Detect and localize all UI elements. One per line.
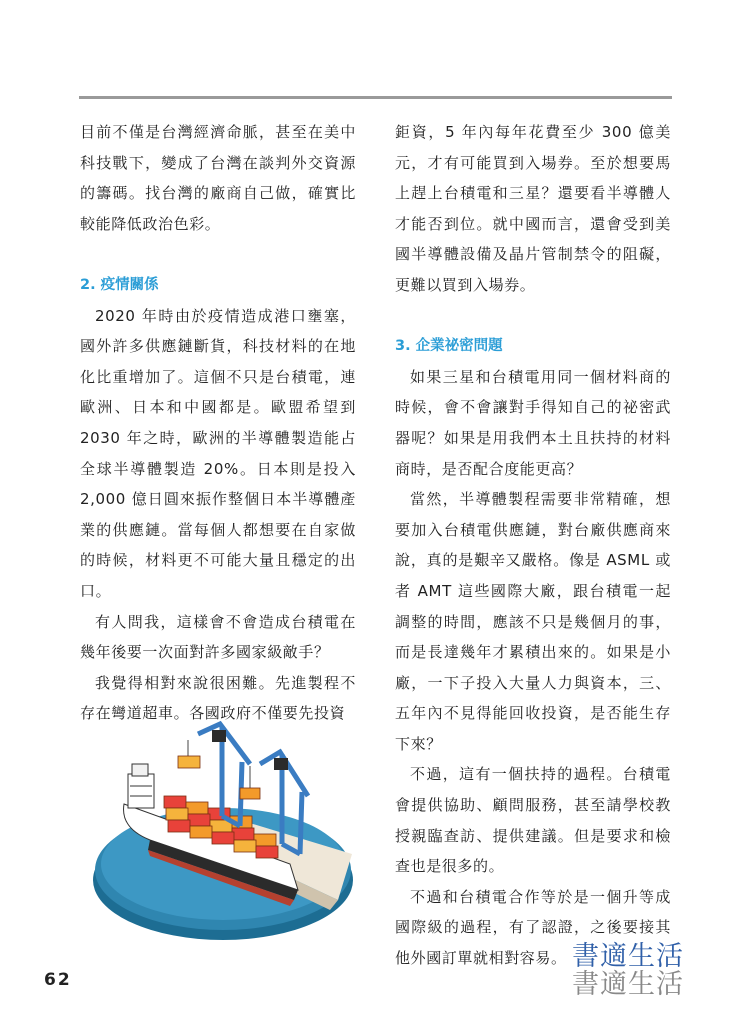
- paragraph-3b: 當然，半導體製程需要非常精確，想要加入台積電供應鏈，對台廠供應商來說，真的是艱辛又嚴格。像是 ASML 或者 AMT 這些國際大廠，跟台積電一起調整的時間，應該不只是幾個月的事，而是長達幾年才累積出來的。如果是小廠，一下子投入大量人力與資本，三、五年內不見得能回收投資，是否能生存下來？: [395, 490, 671, 753]
- page-number: 62: [44, 970, 72, 990]
- left-column: [80, 117, 356, 729]
- paragraph-2b: 有人問我，這樣會不會造成台積電在幾年後要一次面對許多國家級敵手？: [80, 612, 356, 662]
- paragraph-2c: 我覺得相對來說很困難。先進製程不存在彎道超車。各國政府不僅要先投資: [80, 673, 356, 723]
- paragraph-2a: 2020 年時由於疫情造成港口壅塞，國外許多供應鏈斷貨，科技材料的在地化比重增加了。這個不只是台積電，連歐洲、日本和中國都是。歐盟希望到 2030 年之時，歐洲的半導體製造能占全球半導體製造 20%。日本則是投入 2,000 億日圓來振作整個日本半導體產業的供應鏈。當每個人都想要在自家做的時候，材料更不可能大量且穩定的出口。: [80, 306, 356, 600]
- header-rule: [79, 96, 672, 99]
- right-column: [395, 117, 671, 974]
- paragraph-3d: 不過和台積電合作等於是一個升等成國際級的過程，有了認證，之後要接其他外國訂單就相對容易。: [395, 887, 671, 968]
- section-heading-3: 3. 企業祕密問題: [395, 338, 503, 355]
- section-heading-2: 2. 疫情關係: [80, 276, 159, 293]
- paragraph-intro: 目前不僅是台灣經濟命脈，甚至在美中科技戰下，變成了台灣在談判外交資源的籌碼。找台灣的廠商自己做，確實比較能降低政治色彩。: [80, 123, 356, 233]
- paragraph-3c: 不過，這有一個扶持的過程。台積電會提供協助、顧問服務，甚至請學校教授親臨查訪、提供建議。但是要求和檢查也是很多的。: [395, 765, 671, 876]
- watermark-logo: 書適生活: [572, 941, 684, 972]
- paragraph-continued: 鉅資，5 年內每年花費至少 300 億美元，才有可能買到入場券。至於想要馬上趕上台積電和三星？還要看半導體人才能否到位。就中國而言，還會受到美國半導體設備及晶片管制禁令的阻礙，更難以買到入場券。: [395, 123, 671, 294]
- paragraph-3a: 如果三星和台積電用同一個材料商的時候，會不會讓對手得知自己的祕密武器呢？如果是用我們本土且扶持的材料商時，是否配合度能更高？: [395, 367, 671, 478]
- cargo-ship-port-crane-icon: [90, 704, 356, 944]
- watermark-logo-reflection: 書適生活: [572, 969, 684, 1000]
